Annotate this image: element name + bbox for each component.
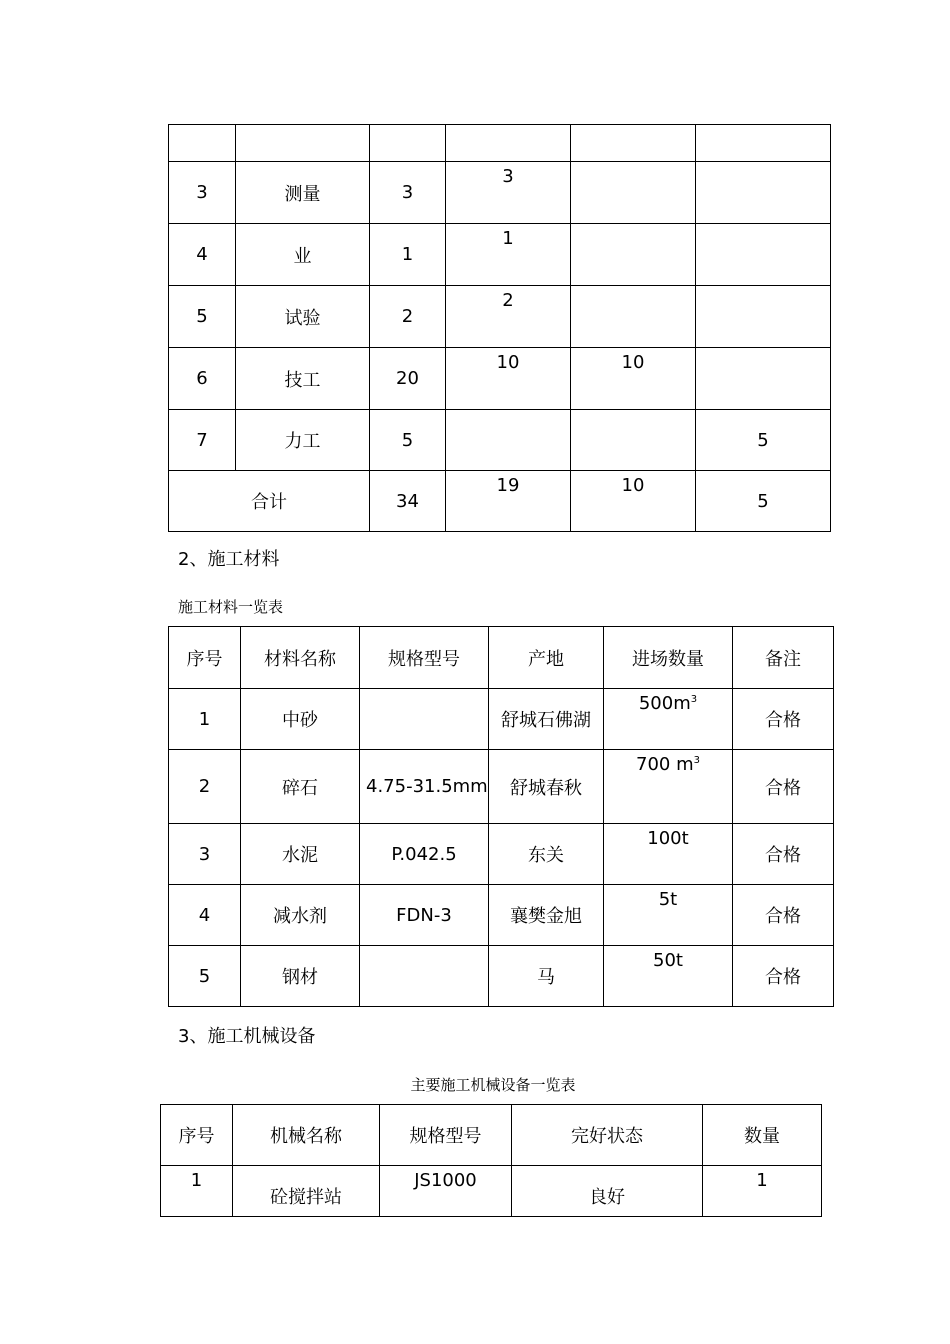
cell-spec: JS1000 (380, 1166, 512, 1217)
cell-no: 5 (169, 946, 241, 1007)
cell-c1: 10 (446, 348, 571, 410)
cell-no (169, 125, 236, 162)
cell-origin: 舒城春秋 (489, 750, 604, 824)
column-header: 规格型号 (380, 1105, 512, 1166)
cell-origin: 马 (489, 946, 604, 1007)
qty-superscript: 3 (693, 755, 700, 766)
cell-note: 合格 (733, 885, 834, 946)
cell-count: 2 (370, 286, 446, 348)
cell-c1: 2 (446, 286, 571, 348)
column-header: 产地 (489, 627, 604, 689)
cell-note: 合格 (733, 689, 834, 750)
table-row (169, 410, 831, 471)
cell-c3: 5 (696, 410, 831, 471)
table-caption: 主要施工机械设备一览表 (410, 1076, 576, 1094)
cell-note: 合格 (733, 750, 834, 824)
cell-no: 7 (169, 410, 236, 471)
cell-count: 20 (370, 348, 446, 410)
column-header: 规格型号 (360, 627, 489, 689)
cell-c3 (696, 162, 831, 224)
table-row (169, 286, 831, 348)
cell-no: 5 (169, 286, 236, 348)
cell-c2 (571, 162, 696, 224)
cell-no: 3 (169, 162, 236, 224)
table-row (161, 1166, 822, 1217)
cell-spec: 4.75-31.5mm (360, 750, 489, 824)
cell-origin: 襄樊金旭 (489, 885, 604, 946)
cell-name: 碎石 (241, 750, 360, 824)
table-header-row (169, 627, 834, 689)
cell-no: 1 (161, 1166, 233, 1217)
table-row (169, 125, 831, 162)
qty-value: 500m (638, 693, 691, 714)
cell-c3 (696, 348, 831, 410)
cell-c2 (571, 125, 696, 162)
cell-c3 (696, 224, 831, 286)
cell-c1 (446, 125, 571, 162)
materials-table (168, 626, 834, 1007)
cell-count: 5 (370, 410, 446, 471)
cell-no: 6 (169, 348, 236, 410)
cell-c1: 1 (446, 224, 571, 286)
qty-value: 50t (653, 950, 683, 971)
column-header: 进场数量 (604, 627, 733, 689)
cell-spec: P.042.5 (360, 824, 489, 885)
cell-count (370, 125, 446, 162)
staff-table (168, 124, 831, 532)
cell-no: 2 (169, 750, 241, 824)
column-header: 机械名称 (233, 1105, 380, 1166)
cell-qty (604, 824, 733, 885)
cell-spec: FDN-3 (360, 885, 489, 946)
cell-origin: 舒城石佛湖 (489, 689, 604, 750)
cell-c2: 10 (571, 348, 696, 410)
qty-value: 5t (658, 889, 678, 910)
table-row (169, 824, 834, 885)
cell-count: 3 (370, 162, 446, 224)
cell-name: 力工 (236, 410, 370, 471)
table-row (169, 689, 834, 750)
table-row (169, 750, 834, 824)
cell-c1 (446, 410, 571, 471)
column-header: 材料名称 (241, 627, 360, 689)
cell-c1: 19 (446, 471, 571, 532)
cell-c1: 3 (446, 162, 571, 224)
table-header-row (161, 1105, 822, 1166)
cell-qty (604, 885, 733, 946)
cell-name: 减水剂 (241, 885, 360, 946)
cell-name: 水泥 (241, 824, 360, 885)
cell-name: 钢材 (241, 946, 360, 1007)
column-header: 完好状态 (512, 1105, 703, 1166)
column-header: 备注 (733, 627, 834, 689)
cell-status: 良好 (512, 1166, 703, 1217)
section-heading: 3、施工机械设备 (178, 1026, 316, 1047)
cell-c2 (571, 224, 696, 286)
table-row (169, 162, 831, 224)
cell-note: 合格 (733, 824, 834, 885)
cell-spec (360, 689, 489, 750)
table-row (169, 348, 831, 410)
cell-qty (604, 946, 733, 1007)
cell-origin: 东关 (489, 824, 604, 885)
cell-c3 (696, 125, 831, 162)
cell-no: 4 (169, 224, 236, 286)
machinery-table (160, 1104, 822, 1217)
cell-name: 中砂 (241, 689, 360, 750)
cell-total-label: 合计 (169, 471, 370, 532)
cell-c2 (571, 286, 696, 348)
table-total-row (169, 471, 831, 532)
cell-no: 3 (169, 824, 241, 885)
cell-name: 技工 (236, 348, 370, 410)
cell-count: 1 (370, 224, 446, 286)
qty-superscript: 3 (690, 694, 698, 705)
cell-c3: 5 (696, 471, 831, 532)
cell-name: 砼搅拌站 (233, 1166, 380, 1217)
cell-c2 (571, 410, 696, 471)
cell-name: 试验 (236, 286, 370, 348)
cell-c3 (696, 286, 831, 348)
column-header: 序号 (161, 1105, 233, 1166)
cell-name (236, 125, 370, 162)
table-caption: 施工材料一览表 (178, 598, 284, 616)
cell-spec (360, 946, 489, 1007)
cell-note: 合格 (733, 946, 834, 1007)
cell-qty (604, 750, 733, 824)
cell-count: 34 (370, 471, 446, 532)
table-row (169, 885, 834, 946)
column-header: 数量 (703, 1105, 822, 1166)
table-row (169, 946, 834, 1007)
column-header: 序号 (169, 627, 241, 689)
cell-name: 测量 (236, 162, 370, 224)
cell-no: 1 (169, 689, 241, 750)
section-heading: 2、施工材料 (178, 549, 280, 570)
cell-no: 4 (169, 885, 241, 946)
cell-c2: 10 (571, 471, 696, 532)
cell-name: 业 (236, 224, 370, 286)
cell-qty: 1 (703, 1166, 822, 1217)
qty-value: 100t (647, 828, 689, 849)
qty-value: 700 m (636, 754, 694, 775)
cell-qty (604, 689, 733, 750)
table-row (169, 224, 831, 286)
